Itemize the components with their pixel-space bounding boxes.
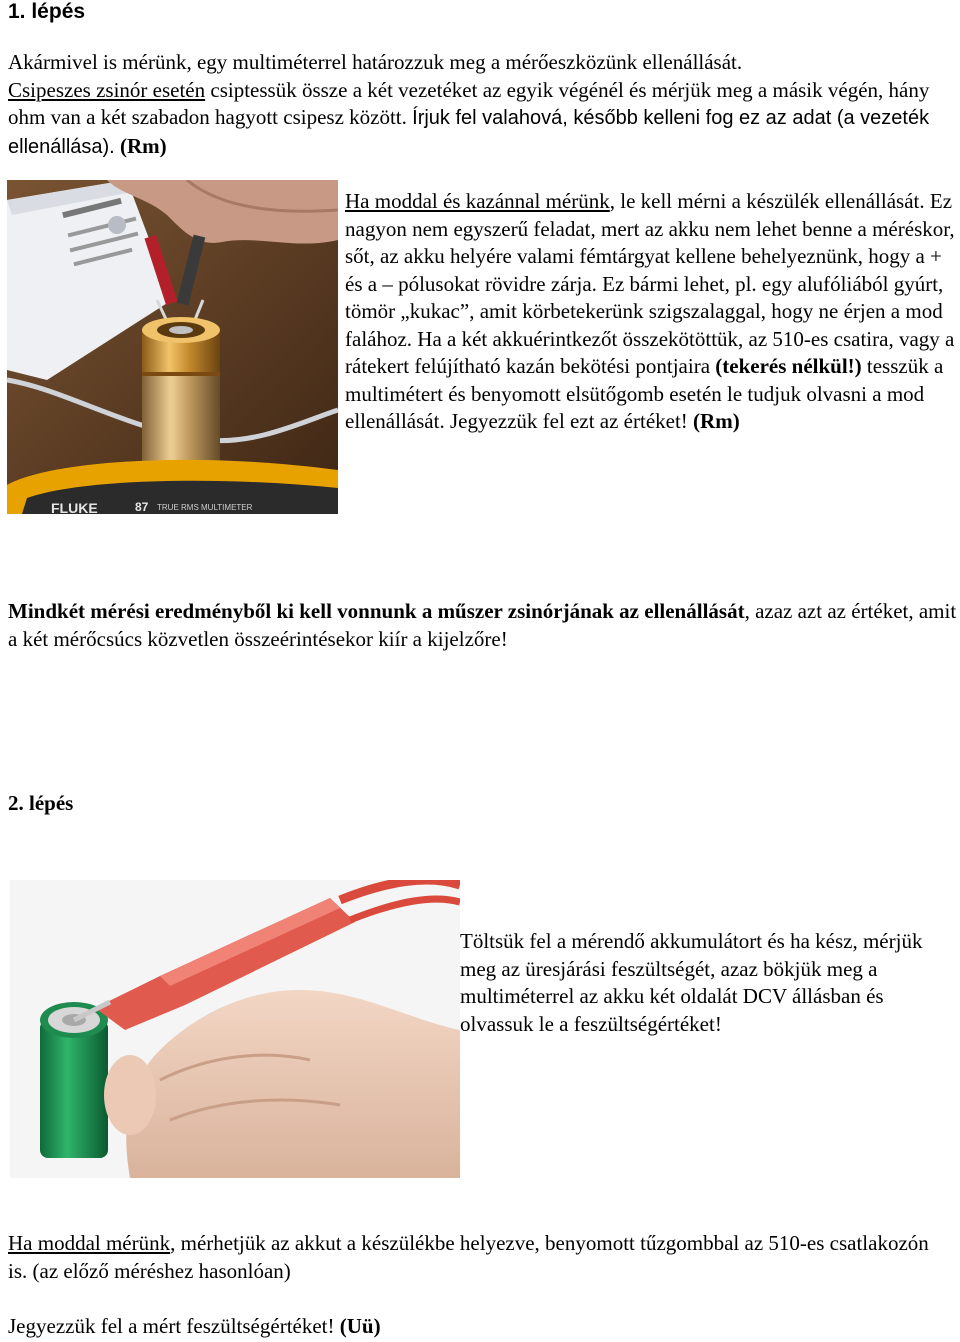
mod-voltage-paragraph: [8, 1230, 953, 1285]
mod-measure-paragraph: [345, 188, 957, 436]
summary-rest: , azaz azt az értéket, amit a két mérőcsúcs közvetlen összeérintésekor kiír a kijelzőre!: [8, 599, 957, 651]
battery-measure-photo: [10, 880, 460, 1178]
fluke-model-text: 87: [135, 500, 149, 514]
step1-intro-text-a: csiptessük össze a két vezetéket az egyik végénél és mérjük meg a másik végén, hány ohm van a két szabadon hagyott csipesz között.: [8, 77, 930, 129]
step1-intro-text-b: Írjuk fel valahová, később kelleni fog ez az adat (a vezeték ellenállása).: [8, 107, 930, 158]
step1-intro-paragraph: [8, 49, 953, 161]
rm-tag-mod: (Rm): [693, 409, 740, 433]
battery-measure-illustration: [10, 880, 460, 1178]
step1-intro-line1: Akármivel is mérünk, egy multiméterrel határozzuk meg a mérőeszközünk ellenállását.: [8, 50, 743, 74]
clip-cable-link[interactable]: Csipeszes zsinór esetén: [8, 77, 206, 102]
mod-coil-link[interactable]: Ha moddal és kazánnal mérünk: [345, 189, 610, 213]
mod-voltage-text: , mérhetjük az akkut a készülékbe helyezve, benyomott tűzgombbal az 510-es csatlakozón is. (az előző méréshez hasonlóan): [8, 1231, 929, 1283]
mod-text-a: , le kell mérni a készülék ellenállását.: [609, 189, 930, 213]
uu-tag: (Uü): [339, 1314, 381, 1338]
fluke-subtitle-text: TRUE RMS MULTIMETER: [157, 503, 253, 512]
mod-text-c: tesszük a multimétert és benyomott elsütőgomb esetén le tudjuk olvasni a mod ellenállását. Jegyezzük fel ezt az értéket!: [345, 354, 944, 433]
multimeter-mod-photo: [7, 180, 338, 514]
final-note-paragraph: [8, 1313, 953, 1341]
summary-bold: Mindkét mérési eredményből ki kell vonnunk a műszer zsinórjának az ellenállását: [8, 599, 745, 623]
summary-paragraph: [8, 598, 960, 653]
step2-heading: 2. lépés: [8, 791, 74, 815]
mod-measure-link[interactable]: Ha moddal mérünk: [8, 1231, 171, 1255]
mod-text-b: Ez nagyon nem egyszerű feladat, mert az akku nem lehet benne a méréskor, sőt, az akku helyére valami fémtárgyat kellene behelyeznünk, hogy a + és a – pólusokat rövidre zárja. Ez bármi lehet, pl. egy alufóliából gyúrt, tömör „kukac”, amit körbetekerünk szigszalaggal, hogy ne érjen a mod falához. Ha a két akkuérintkezőt összekötöttük, az 510-es csatira, vagy a rátekert felújítható kazán bekötési pontjaira: [345, 189, 955, 378]
no-twist-note: (tekerés nélkül!): [715, 354, 862, 378]
rm-tag-intro: (Rm): [114, 133, 167, 158]
step1-heading: 1. lépés: [8, 0, 86, 23]
multimeter-mod-illustration: [7, 180, 338, 514]
fluke-brand-text: FLUKE: [51, 500, 98, 514]
charge-measure-paragraph: Töltsük fel a mérendő akkumulátort és ha kész, mérjük meg az üresjárási feszültségét, azaz bökjük meg a multiméterrel az akku két oldalát DCV állásban és olvassuk le a feszültségértéket!: [460, 929, 923, 1036]
final-note-text: Jegyezzük fel a mért feszültségértéket!: [8, 1314, 340, 1338]
